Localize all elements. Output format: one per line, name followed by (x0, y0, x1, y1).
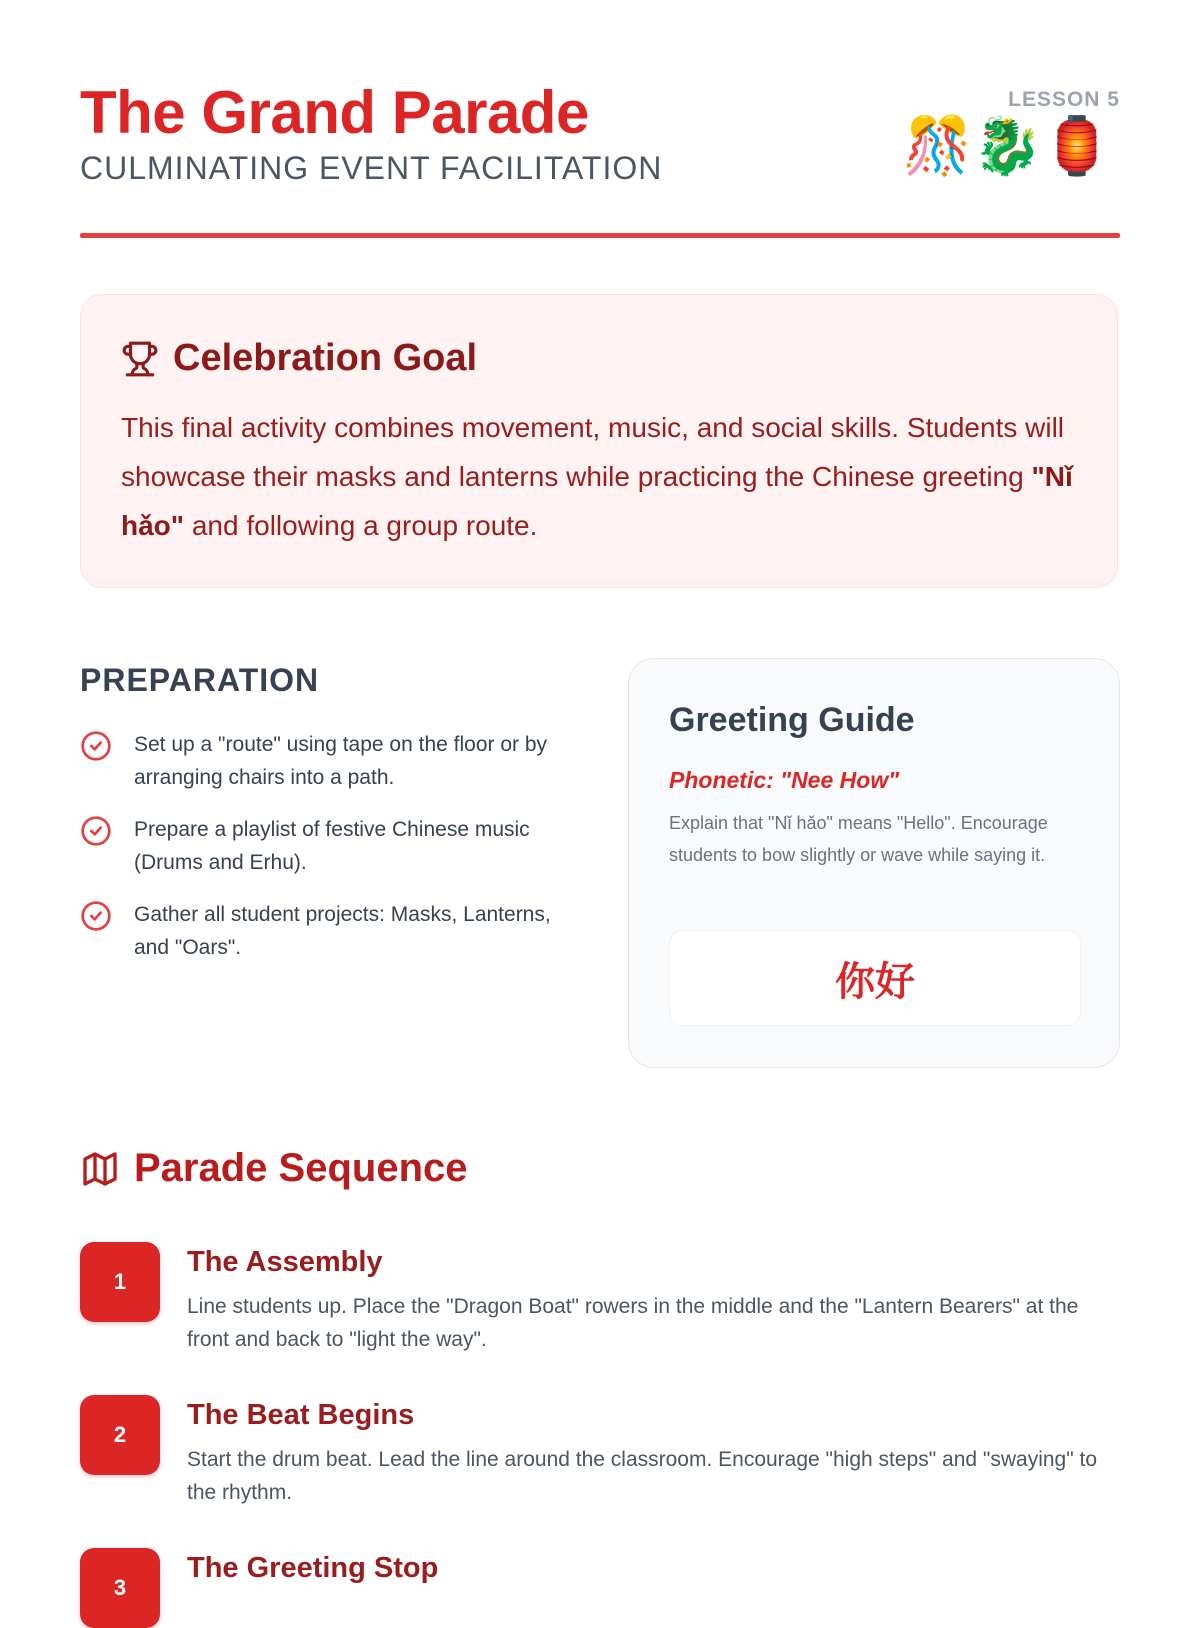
map-icon (80, 1149, 120, 1189)
list-item (80, 898, 580, 964)
hanzi-greeting: 你好 (835, 958, 915, 1005)
check-circle-icon (80, 815, 112, 847)
check-circle-icon (80, 730, 112, 762)
guide-phonetic: Phonetic: "Nee How" (669, 767, 900, 793)
step-number-badge: 2 (80, 1395, 160, 1475)
celebration-goal-card (80, 294, 1118, 588)
preparation-title: PREPARATION (80, 662, 320, 698)
step-description: Start the drum beat. Lead the line around the classroom. Encourage "high steps" and "swaying" to the rhythm. (187, 1448, 1098, 1504)
list-item (80, 813, 580, 879)
goal-text-before: This final activity combines movement, music, and social skills. Students will showcase their masks and lanterns while practicing the Chinese greeting (121, 412, 1065, 492)
goal-text-greeting: "Nǐ hǎo" (121, 461, 1073, 541)
preparation-item-text: Prepare a playlist of festive Chinese music (Drums and Erhu). (134, 818, 530, 874)
preparation-list (80, 728, 580, 983)
step-number-badge: 3 (80, 1548, 160, 1628)
list-item (80, 728, 580, 794)
guide-description: Explain that "Nǐ hǎo" means "Hello". Encourage students to bow slightly or wave while saying it. (669, 813, 1048, 865)
guide-title: Greeting Guide (669, 701, 915, 739)
goal-heading (121, 337, 477, 380)
step-description: Line students up. Place the "Dragon Boat" rowers in the middle and the "Lantern Bearers" at the front and back to "light the way". (187, 1295, 1079, 1351)
goal-text-after: and following a group route. (184, 510, 538, 541)
step-title: The Assembly (187, 1246, 383, 1278)
greeting-guide-card (628, 658, 1120, 1068)
page-title: The Grand Parade (80, 79, 589, 146)
sequence-title: Parade Sequence (134, 1146, 468, 1190)
hanzi-box (669, 930, 1081, 1026)
check-circle-icon (80, 900, 112, 932)
step-title: The Beat Begins (187, 1399, 415, 1431)
goal-description (121, 403, 1081, 550)
sequence-heading (80, 1146, 468, 1191)
goal-title: Celebration Goal (173, 337, 478, 379)
header-divider (80, 233, 1120, 238)
festival-emoji-icons: 🎊🐉🏮 (902, 114, 1112, 177)
header (80, 78, 1120, 238)
step-number-badge: 1 (80, 1242, 160, 1322)
page-subtitle: CULMINATING EVENT FACILITATION (80, 150, 663, 186)
preparation-item-text: Gather all student projects: Masks, Lanterns, and "Oars". (134, 903, 551, 959)
lesson-label: LESSON 5 (1008, 88, 1120, 111)
step-title: The Greeting Stop (187, 1552, 439, 1584)
trophy-icon (121, 340, 159, 378)
preparation-item-text: Set up a "route" using tape on the floor or by arranging chairs into a path. (134, 733, 548, 789)
